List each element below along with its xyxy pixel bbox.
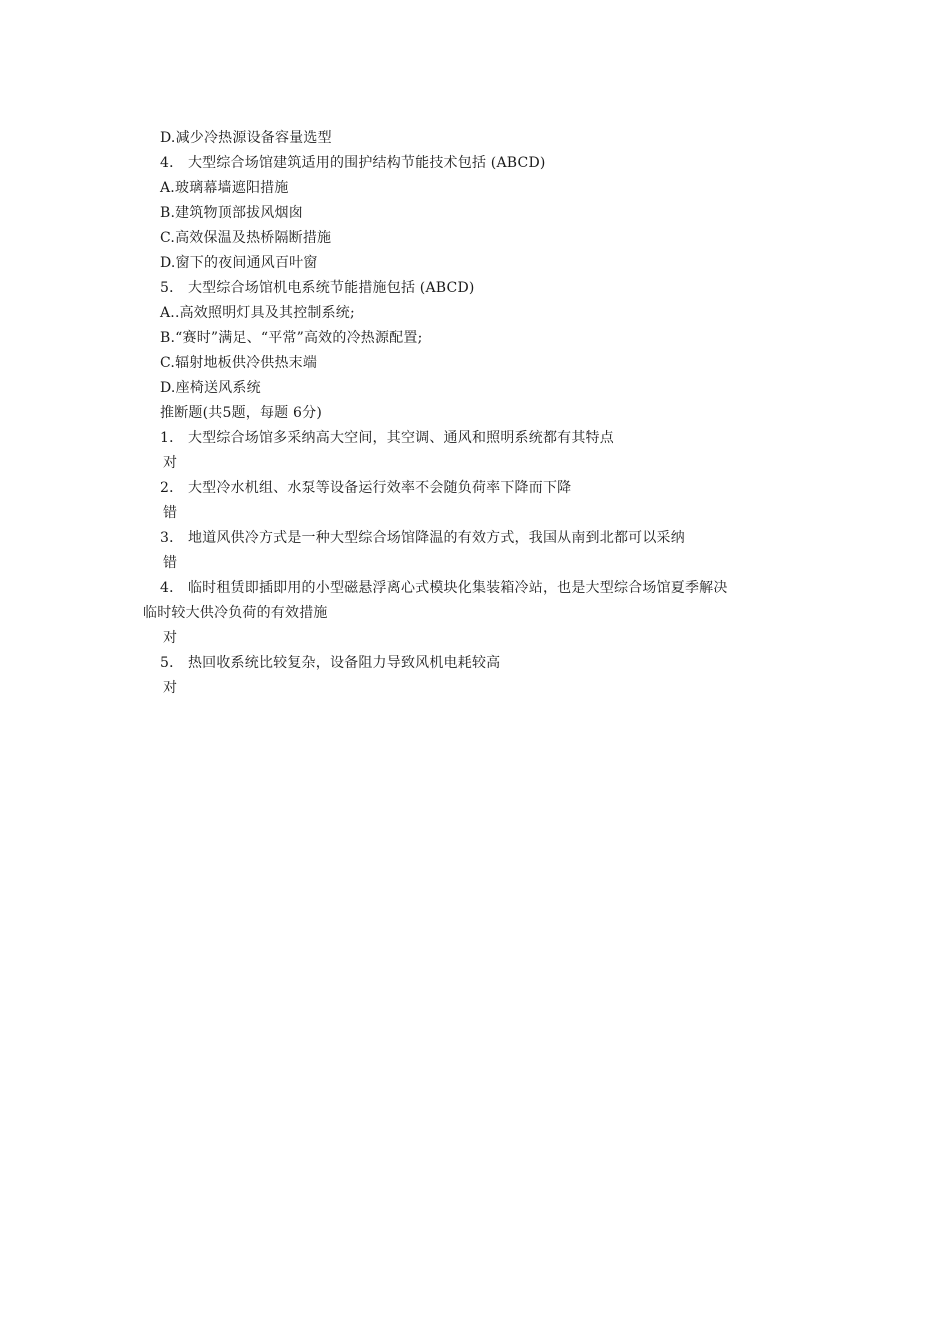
option-line: D.座椅送风系统 (160, 380, 261, 396)
answer-line: 错 (163, 505, 178, 521)
option-line: C.辐射地板供冷供热末端 (160, 355, 318, 371)
option-line: B.建筑物顶部拔风烟囱 (160, 205, 303, 221)
option-line: B.“赛时”满足、“平常”高效的冷热源配置; (160, 330, 423, 346)
question-line: 4． 临时租赁即插即用的小型磁悬浮离心式模块化集装箱冷站，也是大型综合场馆夏季解决 (160, 580, 728, 596)
option-line: C.高效保温及热桥隔断措施 (160, 230, 332, 246)
option-line: D.窗下的夜间通风百叶窗 (160, 255, 318, 271)
option-line: D.减少冷热源设备容量选型 (160, 130, 332, 146)
question-line-continued: 临时较大供冷负荷的有效措施 (143, 605, 328, 621)
question-line: 5． 热回收系统比较复杂，设备阻力导致风机电耗较高 (160, 655, 501, 671)
document-body (143, 126, 813, 701)
answer-line: 对 (163, 455, 178, 471)
section-heading: 推断题(共5题，每题 6分) (160, 405, 322, 421)
option-line: A.玻璃幕墙遮阳措施 (160, 180, 289, 196)
answer-line: 错 (163, 555, 178, 571)
question-line: 3． 地道风供冷方式是一种大型综合场馆降温的有效方式，我国从南到北都可以采纳 (160, 530, 685, 546)
question-line: 2． 大型冷水机组、水泵等设备运行效率不会随负荷率下降而下降 (160, 480, 572, 496)
question-line: 4． 大型综合场馆建筑适用的围护结构节能技术包括 (ABCD) (160, 155, 546, 171)
option-line: A..高效照明灯具及其控制系统; (160, 305, 355, 321)
question-line: 5． 大型综合场馆机电系统节能措施包括 (ABCD) (160, 280, 475, 296)
answer-line: 对 (163, 680, 178, 696)
question-line: 1． 大型综合场馆多采纳高大空间，其空调、通风和照明系统都有其特点 (160, 430, 614, 446)
answer-line: 对 (163, 630, 178, 646)
